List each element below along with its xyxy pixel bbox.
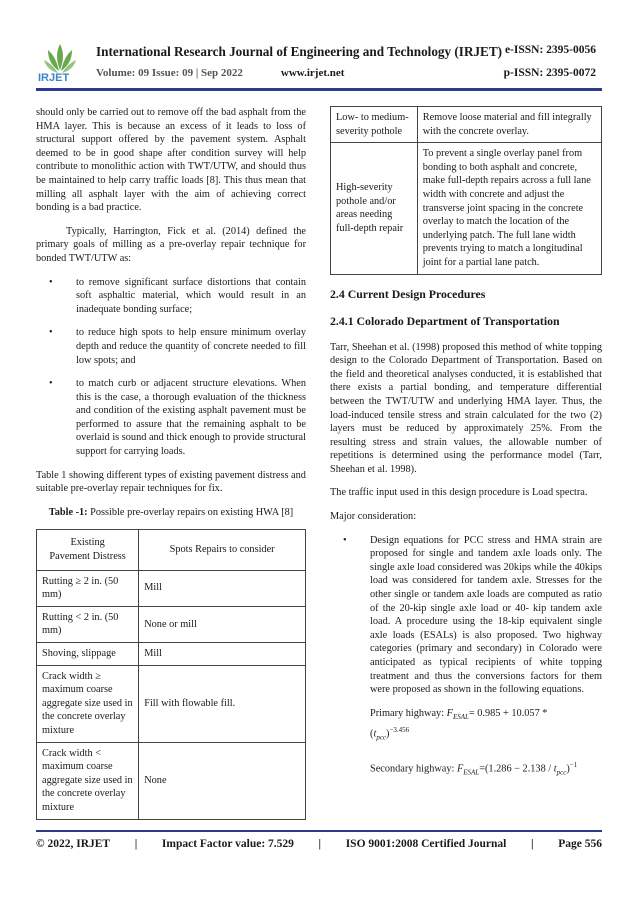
- impact-factor: Impact Factor value: 7.529: [161, 838, 294, 850]
- list-item: • to remove significant surface distortions that contain soft asphaltic material, which would result in an inadequate bonding surface;: [36, 276, 306, 317]
- table-cell: Crack width < maximum coarse aggregate size used in the concrete overlay mixture: [37, 742, 139, 819]
- footer-separator: |: [134, 838, 138, 850]
- milling-goals-list: [36, 276, 306, 459]
- subsection-heading: 2.4.1 Colorado Department of Transportation: [330, 313, 560, 328]
- table-header-cell: Existing Pavement Distress: [37, 530, 139, 570]
- table-row: [331, 107, 602, 143]
- table-caption-label: Table -1:: [48, 506, 88, 518]
- equation-label: Primary highway:: [370, 707, 445, 719]
- website-link[interactable]: www.irjet.net: [280, 67, 345, 79]
- table-cell: Mill: [139, 643, 306, 666]
- volume-line: [96, 67, 344, 79]
- table-cell: Rutting ≥ 2 in. (50 mm): [37, 570, 139, 606]
- left-column: [36, 106, 306, 820]
- logo-text: IRJET: [38, 72, 70, 84]
- table-row: [37, 606, 306, 642]
- repairs-table-continued: [330, 106, 602, 275]
- equation-body: = 0.985 + 10.057 *: [468, 707, 548, 719]
- equation-body: =(1.286 − 2.138 /: [479, 763, 552, 775]
- list-item: • to reduce high spots to help ensure minimum overlay depth and reduce the quantity of concrete needed to fill low spots; and: [36, 326, 306, 367]
- table-cell: None: [139, 742, 306, 819]
- copyright: © 2022, IRJET: [36, 838, 111, 850]
- footer-rule: [36, 830, 602, 832]
- table-cell: High-severity pothole and/or areas needing full-depth repair: [331, 143, 418, 274]
- table-row: [331, 143, 602, 274]
- table-row: [37, 570, 306, 606]
- table-cell: Shoving, slippage: [37, 643, 139, 666]
- equation-secondary: Secondary highway: $F_{ESAL}=(1.286 - 2.138 / t_{pcc})^{-1}$: [370, 761, 578, 777]
- footer-separator: |: [318, 838, 322, 850]
- iso-certification: ISO 9001:2008 Certified Journal: [345, 838, 507, 850]
- page-footer: [36, 838, 602, 850]
- table-cell: Mill: [139, 570, 306, 606]
- list-item: • to match curb or adjacent structure elevations. When this is the case, a thorough evaluation of the thickness and condition of the existing asphalt pavement must be performed to assure that the remaining asphalt to be overlaid is sound and thick enough to provide structural support for carrying loads.: [36, 377, 306, 459]
- equation-primary: Primary highway: $F_{ESAL}= 0.985 + 10.057$ * $(t_{pcc})^{-3.456}$: [370, 707, 548, 742]
- footer-separator: |: [531, 838, 534, 850]
- table-row: [37, 643, 306, 666]
- p-issn: p-ISSN: 2395-0072: [503, 67, 596, 79]
- page-number: Page 556: [558, 838, 602, 850]
- table-cell: To prevent a single overlay panel from bonding to both asphalt and concrete, make full-depth repairs across a full lane width with concrete and adjust the transverse joint spacing in the concrete overlay to match the location of the underlying patch. The full lane width prevents trying to match a longitudinal joint for a partial lane patch.: [417, 143, 601, 274]
- journal-title: International Research Journal of Engineering and Technology (IRJET): [96, 44, 503, 59]
- right-column: [330, 106, 602, 791]
- paragraph: should only be carried out to remove off the bad asphalt from the HMA layer. This is because an excess of it leads to loss of structural support offered by the pavement system. Asphalt deemed to be in good shape after condition survey will help contribute to monolithic action with TWT/UTW, and should thus be maintained to help carry traffic loads [8]. This thus mean that milling all asphalt layer with the aim of achieving correct bonding is a bad practice.: [36, 107, 306, 214]
- table-caption: [36, 506, 306, 520]
- table-cell: Remove loose material and fill integrally with the concrete overlay.: [417, 107, 601, 143]
- table-row: [37, 742, 306, 819]
- e-issn: e-ISSN: 2395-0056: [504, 44, 596, 56]
- equation-label: Secondary highway:: [370, 763, 455, 775]
- paragraph: The traffic input used in this design procedure is Load spectra.: [330, 487, 588, 499]
- paragraph: Table 1 showing different types of existing pavement distress and suitable pre-overlay repair techniques for fix.: [36, 469, 306, 495]
- volume-info: Volume: 09 Issue: 09 | Sep 2022: [96, 67, 243, 79]
- header-rule: [36, 88, 602, 91]
- paragraph: Tarr, Sheehan et al. (1998) proposed this method of white topping design to the Colorado Department of Transportation. Based on the field and theoretical analyses conducted, it is established that there exists a partial bonding, and temperature differential between the TWT/UTW and underlying HMA layer. Thus, the load-induced tensile stress and strain calculated for the two (2) layers must be reduced by approximately 25%. From the resulting stress and strain values, the allowable number of repetitions is determined using the performance model (Tarr, Sheehan et al. 1998).: [330, 341, 602, 475]
- table-header-cell: Spots Repairs to consider: [139, 530, 306, 570]
- table-cell: Crack width ≥ maximum coarse aggregate size used in the concrete overlay mixture: [37, 665, 139, 742]
- section-heading: 2.4 Current Design Procedures: [330, 286, 486, 301]
- table-cell: Rutting < 2 in. (50 mm): [37, 606, 139, 642]
- paragraph: Major consideration:: [330, 511, 417, 523]
- irjet-logo: [36, 40, 84, 88]
- equation-exponent: −3.456: [389, 726, 410, 735]
- table-cell: Low- to medium-severity pothole: [331, 107, 418, 143]
- table-cell: Fill with flowable fill.: [139, 665, 306, 742]
- table-cell: None or mill: [139, 606, 306, 642]
- paragraph: Typically, Harrington, Fick et al. (2014) defined the primary goals of milling as a pre-overlay repair technique for bonded TWT/UTW as:: [36, 225, 306, 264]
- considerations-list: [330, 534, 602, 697]
- table-header-row: [37, 530, 306, 570]
- list-item: • Design equations for PCC stress and HMA strain are proposed for single and tandem axle loads only. The single axle load considered was 20kips while the 40kips load was considered for tandem axle. Stresses for the other single or tandem axle loads are computed as ratio of the 20-kip single axle load or 40- kip tandem axle load. A procedure using the 18-kip equivalent single axle loads (ESALs) is also proposed. Two highway categories (primary and secondary) in Colorado were anticipated as typical recipients of white topping treatment and thus the conversions factors for them were proposed as shown in the following equations.: [330, 534, 602, 697]
- table-caption-text: Possible pre-overlay repairs on existing HWA [8]: [87, 506, 294, 518]
- equation-exponent: −1: [569, 761, 578, 770]
- repairs-table: [36, 529, 306, 819]
- table-row: [37, 665, 306, 742]
